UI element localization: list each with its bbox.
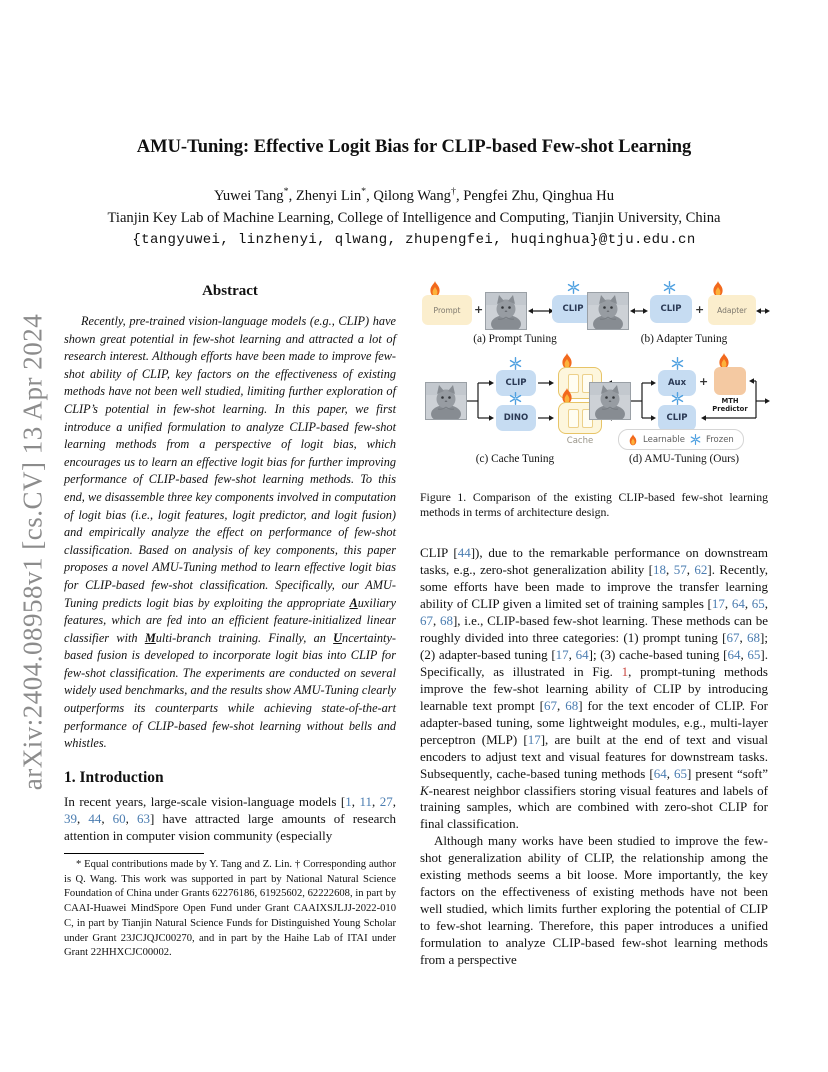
citation-link[interactable]: 68: [565, 697, 579, 713]
snowflake-icon: [509, 357, 522, 370]
citation-link[interactable]: 44: [88, 810, 102, 826]
citation-link[interactable]: 27: [379, 793, 393, 809]
mth-predictor-label: [700, 397, 760, 413]
introduction-paragraph: In recent years, large-scale vision-language models [1, 11, 27, 39, 44, 60, 63] have attracted large amounts of research attention in computer vision community (especially: [64, 793, 396, 843]
cat-image: [486, 293, 526, 329]
citation-link[interactable]: 65: [747, 646, 761, 662]
panel-b-caption: (b) Adapter Tuning: [640, 333, 728, 345]
citation-link[interactable]: 68: [439, 613, 453, 628]
citation-link[interactable]: 65: [674, 765, 688, 781]
snowflake-icon: [690, 434, 701, 445]
plus-sign: +: [695, 303, 705, 316]
legend-frozen-label: Frozen: [705, 434, 734, 445]
authors-line: Yuwei Tang*, Zhenyi Lin*, Qilong Wang†, Pengfei Zhu, Qinghua Hu: [213, 186, 615, 204]
snowflake-icon: [509, 392, 522, 405]
figure-1: [420, 283, 772, 479]
keyword-initial: U: [333, 630, 343, 645]
cache-cell: [568, 409, 579, 428]
citation-link[interactable]: 67: [726, 629, 740, 645]
citation-link[interactable]: 68: [747, 629, 761, 645]
citation-link[interactable]: 11: [359, 793, 372, 809]
figure1-caption: Figure 1. Comparison of the existing CLIP-based few-shot learning methods in terms of architecture design.: [420, 490, 768, 519]
cat-image: [588, 293, 628, 329]
footnote-text: * Equal contributions made by Y. Tang and Z. Lin. † Corresponding author is Q. Wang. This work was supported in part by National Natural Science Foundation of China under Grants 62276186, 61925602, 62222608, in part by CAAI-Huawei MindSpore Open Fund under Grant CAAIXSJLJJ-2022-010 C, in part by Tianjin Natural Science Funds for Distinguished Young Scholar under Grant 23JCJQJC00270, and in part by the Haihe Lab of ITAI under Grant 22HHXCJC00002.: [64, 858, 396, 959]
clip-box: CLIP: [658, 405, 696, 431]
flame-icon: [628, 434, 638, 446]
citation-link[interactable]: 44: [457, 545, 471, 561]
citation-link[interactable]: 64: [731, 596, 745, 612]
cat-image: [426, 383, 466, 419]
right-column: [420, 283, 768, 969]
snowflake-icon: [567, 281, 580, 294]
dino-box: DINO: [496, 405, 536, 431]
keyword-initial: A: [349, 595, 358, 610]
citation-link[interactable]: 60: [112, 810, 126, 826]
left-column: [64, 283, 396, 961]
citation-link[interactable]: 1: [345, 793, 352, 809]
citation-link[interactable]: 62: [694, 562, 708, 578]
affiliation-line: Tianjin Key Lab of Machine Learning, College of Intelligence and Computing, Tianjin University, China: [107, 209, 721, 226]
mth-predictor-box: [714, 367, 746, 395]
mth-predictor-line2: Predictor: [712, 405, 748, 413]
aux-box: Aux: [658, 370, 696, 396]
cache-label: Cache: [566, 436, 594, 446]
citation-link[interactable]: 17: [527, 731, 541, 747]
author-marker: *: [361, 186, 367, 197]
body-paragraph-2: Although many works have been studied to improve the few-shot generalization ability of CLIP, the relationship among the existing methods seems a bit loose. More importantly, the key factors on the effectiveness of existing methods have not been well studied, which limits further exploring the potential of CLIP to few-shot learning. Therefore, this paper introduces a unified formulation to analyze CLIP-based few-shot learning methods from a perspective: [420, 833, 768, 968]
math-symbol: K: [420, 782, 429, 798]
citation-link[interactable]: 18: [653, 562, 666, 578]
clip-box: CLIP: [496, 370, 536, 396]
paper-title: AMU-Tuning: Effective Logit Bias for CLIP-based Few-shot Learning: [136, 137, 692, 157]
citation-link[interactable]: 17: [711, 596, 725, 612]
figure-reference-link[interactable]: 1: [621, 663, 629, 679]
citation-link[interactable]: 57: [673, 562, 687, 578]
snowflake-icon: [671, 357, 684, 370]
abstract-heading: Abstract: [202, 283, 258, 299]
cat-image: [590, 383, 630, 419]
keyword-initial: M: [144, 630, 156, 645]
citation-link[interactable]: 17: [555, 646, 569, 662]
abstract-paragraph: Recently, pre-trained vision-language models (e.g., CLIP) have shown great potential in few-shot learning and attracted a lot of research interest. Although efforts have been made to improve few-shot ability of CLIP, key factors on the effectiveness of existing methods have not been well studied, limiting further exploration of CLIP’s potential in few-shot learning. In this paper, we first introduce a unified formulation to analyze CLIP-based few-shot learning methods from a perspective of logit bias, which encourages us to learn an effective logit bias for further improving performance of CLIP-based few-shot learning methods. To this end, we disassemble three key components involved in computation of logit bias (i.e., logit features, logit predictor, and logit fusion) and empirically analyze the effect on performance of few-shot classification. Based on analysis of key components, this paper proposes a novel AMU-Tuning method to learn effective logit bias for CLIP-based few-shot classification. Specifically, our AMU-Tuning predicts logit bias by exploiting the appropriate Auxiliary features, which are fed into an efficient feature-initialized linear classifier with Multi-branch training. Finally, an Uncertainty-based fusion is developed to incorporate logit bias into CLIP for few-shot classification. The experiments are conducted on several widely used benchmarks, and the results show AMU-Tuning clearly outperforms its counterparts while achieving state-of-the-art performance of CLIP-based few-shot learning without bells and whistles.: [64, 314, 396, 751]
clip-box: CLIP: [650, 295, 692, 323]
title-block: [64, 136, 764, 248]
body-paragraph-1: CLIP [44]), due to the remarkable performance on downstream tasks, e.g., zero-shot generalization ability [18, 57, 62]. Recently, some efforts have been made to improve the transfer learning ability of CLIP given a limited set of training samples [17, 64, 65, 67, 68], i.e., CLIP-based few-shot learning. These methods can be roughly divided into three categories: (1) prompt tuning [67, 68]; (2) adapter-based tuning [17, 64]; (3) cache-based tuning [64, 65]. Specifically, as illustrated in Fig. 1, prompt-tuning methods improve the few-shot learning ability of CLIP by introducing learnable text prompt [67, 68] for the text encoder of CLIP. For adapter-based tuning, some lightweight modules, e.g., multi-layer perceptron (MLP) [17], are built at the end of text and visual encoders to adjust text and visual features for downstream tasks. Subsequently, cache-based tuning methods [64, 65] present “soft” K-nearest neighbor classifiers storing visual features and labels of training samples, which are combined with zero-shot CLIP for final classification.: [420, 545, 769, 832]
clip-box: CLIP: [552, 295, 594, 323]
legend-learnable-label: Learnable: [643, 434, 685, 445]
email-line: {tangyuwei, linzhenyi, qlwang, zhupengfei, huqinghua}@tju.edu.cn: [132, 231, 696, 248]
author-marker: †: [450, 186, 456, 197]
introduction-heading: 1. Introduction: [64, 768, 164, 786]
panel-c-caption: (c) Cache Tuning: [475, 453, 555, 465]
plus-sign: +: [699, 375, 709, 388]
citation-link[interactable]: 65: [751, 596, 765, 612]
snowflake-icon: [671, 392, 684, 405]
plus-sign: +: [474, 303, 484, 316]
adapter-box: Adapter: [708, 295, 756, 325]
citation-link[interactable]: 64: [653, 765, 667, 781]
arxiv-watermark-text: arXiv:2404.08958v1 [cs.CV] 13 Apr 2024: [17, 313, 48, 791]
author-marker: *: [283, 186, 289, 197]
figure1-legend: [618, 429, 744, 450]
panel-d-caption: (d) AMU-Tuning (Ours): [628, 453, 740, 465]
citation-link[interactable]: 67: [543, 697, 557, 713]
panel-a-caption: (a) Prompt Tuning: [473, 333, 557, 345]
citation-link[interactable]: 64: [727, 646, 741, 662]
footnote-rule: [64, 853, 204, 854]
prompt-box: Prompt: [422, 295, 472, 325]
citation-link[interactable]: 67: [420, 613, 433, 628]
mth-predictor-line1: MTH: [721, 397, 739, 405]
citation-link[interactable]: 39: [64, 810, 77, 826]
snowflake-icon: [663, 281, 676, 294]
citation-link[interactable]: 63: [136, 810, 150, 826]
citation-link[interactable]: 64: [575, 646, 589, 662]
